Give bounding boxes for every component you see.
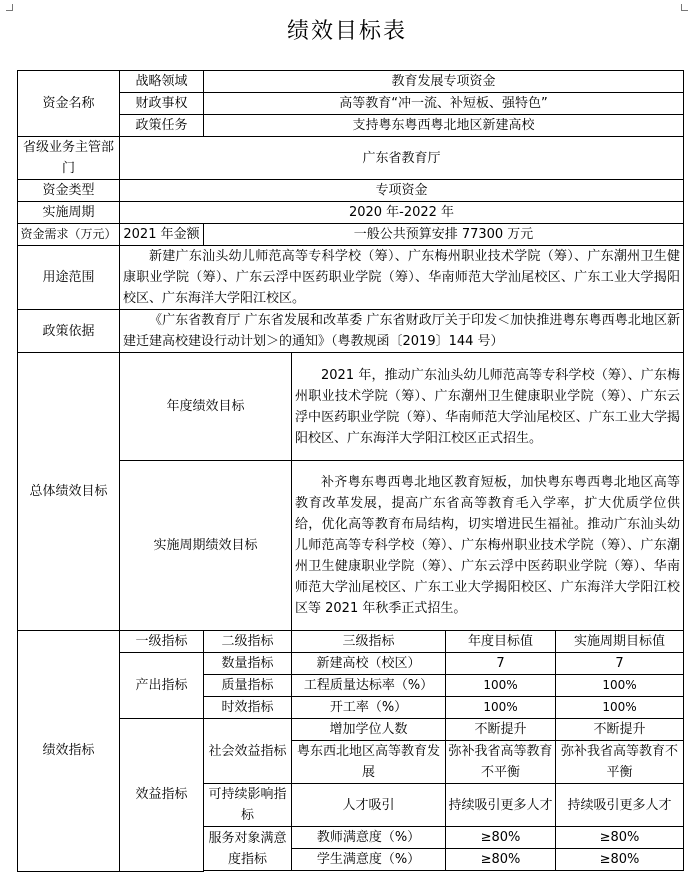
spacer xyxy=(204,871,684,872)
table-row-period: 持续吸引更多人才 xyxy=(556,784,684,827)
table-row-period: 7 xyxy=(556,653,684,675)
benefit-label: 效益指标 xyxy=(120,719,204,872)
policy-task-label: 政策任务 xyxy=(120,115,204,137)
fiscal-authority-value: 高等教育“冲一流、补短板、强特色” xyxy=(204,93,684,115)
table-row-l3: 新建高校（校区） xyxy=(292,653,446,675)
fund-name-label: 资金名称 xyxy=(18,71,120,137)
overall-goal-label: 总体绩效目标 xyxy=(18,353,120,631)
basis-value: 《广东省教育厅 广东省发展和改革委 广东省财政厅关于印发＜加快推进粤东粤西粤北地区新建迁建高校建设行动计划＞的通知》（粤教规函〔2019〕144 号） xyxy=(120,310,684,353)
header-annual: 年度目标值 xyxy=(446,631,556,653)
period-goal-label: 实施周期绩效目标 xyxy=(120,461,292,631)
header-level2: 二级指标 xyxy=(204,631,292,653)
table-row-l3: 开工率（%） xyxy=(292,697,446,719)
table-row-l3: 人才吸引 xyxy=(292,784,446,827)
table-row-l2: 时效指标 xyxy=(204,697,292,719)
table-row-period: ≥80% xyxy=(556,827,684,849)
table-row-annual: 100% xyxy=(446,697,556,719)
crop-mark-left xyxy=(6,4,13,11)
table-row-period: 100% xyxy=(556,697,684,719)
usage-label: 用途范围 xyxy=(18,246,120,310)
period-goal-value: 补齐粤东粤西粤北地区教育短板，加快粤东粤西粤北地区高等教育改革发展，提高广东省高等教育毛入学率，扩大优质学位供给，优化高等教育布局结构，切实增进民生福祉。推动广东汕头幼儿师范高等专科学校（筹）、广东梅州职业技术学院（筹）、广东潮州卫生健康职业学院（筹）、广东云浮中医药职业学院（筹）、华南师范大学汕尾校区、广东工业大学揭阳校区、广东海洋大学阳江校区等 2021 年秋季正式招生。 xyxy=(292,461,684,631)
fund-type-label: 资金类型 xyxy=(18,180,120,202)
table-row-period: ≥80% xyxy=(556,849,684,871)
fund-need-value: 一般公共预算安排 77300 万元 xyxy=(204,224,684,246)
crop-mark-right xyxy=(681,4,688,11)
header-period: 实施周期目标值 xyxy=(556,631,684,653)
strategy-field-value: 教育发展专项资金 xyxy=(204,71,684,93)
fiscal-authority-label: 财政事权 xyxy=(120,93,204,115)
period-label: 实施周期 xyxy=(18,202,120,224)
annual-goal-label: 年度绩效目标 xyxy=(120,353,292,461)
table-row-annual: 100% xyxy=(446,675,556,697)
table-row-l3: 教师满意度（%） xyxy=(292,827,446,849)
strategy-field-label: 战略领域 xyxy=(120,71,204,93)
basis-label: 政策依据 xyxy=(18,310,120,353)
usage-value: 新建广东汕头幼儿师范高等专科学校（筹）、广东梅州职业技术学院（筹）、广东潮州卫生健康职业学院（筹）、广东云浮中医药职业学院（筹）、华南师范大学汕尾校区、广东工业大学揭阳校区、广东海洋大学阳江校区。 xyxy=(120,246,684,310)
fund-need-year-label: 2021 年金额 xyxy=(120,224,204,246)
service-satisfaction-label: 服务对象满意度指标 xyxy=(204,827,292,871)
indicators-label: 绩效指标 xyxy=(18,631,120,872)
table-row-l3: 学生满意度（%） xyxy=(292,849,446,871)
fund-type-value: 专项资金 xyxy=(120,180,684,202)
sustain-label: 可持续影响指标 xyxy=(204,784,292,827)
performance-goal-table xyxy=(17,70,684,872)
table-row-annual: 不断提升 xyxy=(446,719,556,741)
social-benefit-label: 社会效益指标 xyxy=(204,719,292,784)
table-row-period: 弥补我省高等教育不平衡 xyxy=(556,741,684,784)
page-title: 绩效目标表 xyxy=(286,19,407,44)
table-row-l3: 粤东西北地区高等教育发展 xyxy=(292,741,446,784)
table-row-l2: 质量指标 xyxy=(204,675,292,697)
header-level3: 三级指标 xyxy=(292,631,446,653)
table-row-period: 100% xyxy=(556,675,684,697)
dept-label: 省级业务主管部门 xyxy=(18,137,120,180)
policy-task-value: 支持粤东粤西粤北地区新建高校 xyxy=(204,115,684,137)
period-value: 2020 年-2022 年 xyxy=(120,202,684,224)
table-row-annual: 弥补我省高等教育不平衡 xyxy=(446,741,556,784)
annual-goal-value: 2021 年，推动广东汕头幼儿师范高等专科学校（筹）、广东梅州职业技术学院（筹）、广东潮州卫生健康职业学院（筹）、广东云浮中医药职业学院（筹）、华南师范大学汕尾校区、广东工业大学揭阳校区、广东海洋大学阳江校区正式招生。 xyxy=(292,353,684,461)
table-row-annual: 7 xyxy=(446,653,556,675)
dept-value: 广东省教育厅 xyxy=(120,137,684,180)
table-row-l2: 数量指标 xyxy=(204,653,292,675)
table-row-annual: ≥80% xyxy=(446,849,556,871)
table-row-l3: 工程质量达标率（%） xyxy=(292,675,446,697)
fund-need-label: 资金需求（万元） xyxy=(18,224,120,246)
header-level1: 一级指标 xyxy=(120,631,204,653)
table-row-annual: ≥80% xyxy=(446,827,556,849)
table-row-annual: 持续吸引更多人才 xyxy=(446,784,556,827)
table-row-period: 不断提升 xyxy=(556,719,684,741)
output-label: 产出指标 xyxy=(120,653,204,719)
table-row-l3: 增加学位人数 xyxy=(292,719,446,741)
